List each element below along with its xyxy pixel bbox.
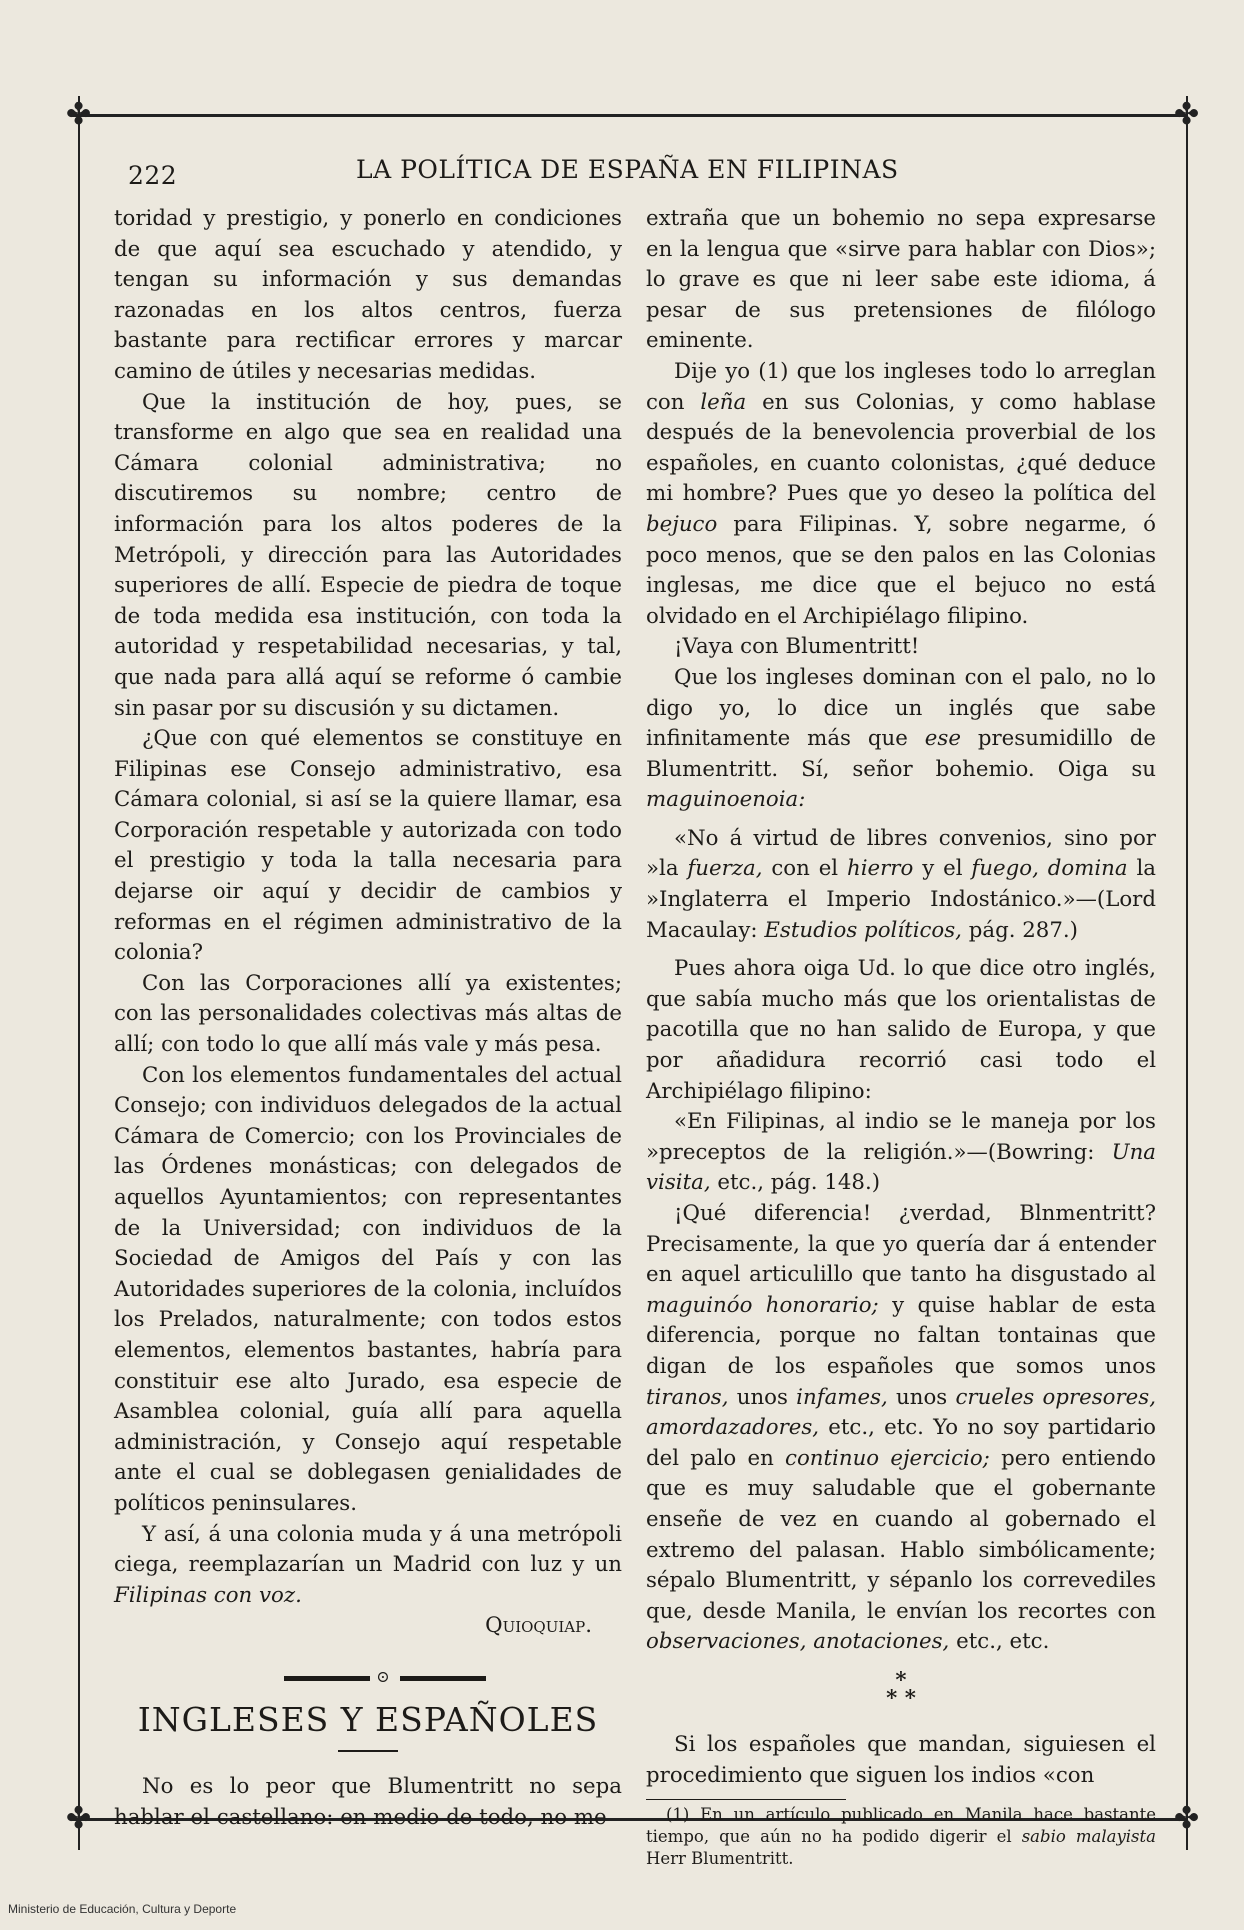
corner-ornament-icon: ✤: [66, 97, 92, 132]
italic-run: leña: [700, 389, 747, 415]
text-run: pág. 287.): [968, 917, 1078, 943]
text-run: Que los ingleses dominan con el palo, no lo digo yo, lo dice un inglés que sabe infinitamente más que: [646, 664, 1156, 752]
italic-run: Filipinas con voz.: [114, 1582, 302, 1608]
paragraph: extraña que un bohemio no sepa expresarse en la lengua que «sirve para hablar con Dios»; lo grave es que ni leer sabe este idioma, á pesar de sus pretensiones de filólogo eminente.: [646, 206, 1156, 354]
section-divider: [114, 1666, 622, 1688]
italic-run: Una visita,: [646, 1139, 1157, 1196]
divider-bar: [284, 1676, 370, 1681]
page-number: 222: [128, 161, 178, 190]
italic-run: fuego,: [971, 856, 1039, 882]
paragraph: [114, 1520, 622, 1612]
corner-ornament-icon: ✤: [66, 1801, 92, 1836]
top-border: [72, 114, 1188, 117]
paragraph: ¿Que con qué elementos se constituye en Filipinas ese Consejo administrativo, esa Cámara colonial, si así se la quiere llamar, esa Corporación respetable y autorizada con todo el prestigio y toda la talla necesaria para dejarse oir aquí y decidir de cambios y reformas en el régimen administrativo de la colonia?: [114, 726, 622, 966]
italic-run: observaciones, anotaciones,: [646, 1629, 950, 1655]
running-title: LA POLÍTICA DE ESPAÑA EN FILIPINAS: [356, 155, 899, 184]
italic-run: fuerza,: [687, 856, 763, 882]
text-run: y quise hablar de esta diferencia, porque no faltan tontainas que digan de los españoles que somos unos: [646, 1292, 1156, 1379]
italic-run: maguinoenoia:: [646, 787, 806, 813]
italic-run: hierro: [847, 856, 914, 882]
paragraph: No es lo peor que Blumentritt no sepa hablar el castellano: en medio de todo, no me: [114, 1773, 622, 1830]
block-quote: [646, 1107, 1156, 1199]
italic-run: bejuco: [646, 511, 718, 537]
text-run: «En Filipinas, al indio se le maneja por los »preceptos de la religión.»—(Bowring:: [646, 1109, 1156, 1165]
right-border: [1186, 96, 1188, 1850]
divider-circle-icon: ⊙: [376, 1666, 390, 1686]
title-rule: [338, 1750, 398, 1752]
block-quote: [646, 824, 1156, 946]
text-run: y el: [922, 856, 963, 882]
paragraph: Que la institución de hoy, pues, se transforme en algo que sea en realidad una Cámara colonial administrativa; no discutiremos su nombre; centro de información para los altos poderes de la Metrópoli, y dirección para las Autoridades superiores de allí. Especie de piedra de toque de toda medida esa institución, con toda la autoridad y respetabilidad necesarias, y tal, que nada para allá aquí se reforme ó cambie sin pasar por su discusión y su dictamen.: [114, 389, 622, 721]
paragraph: [646, 1199, 1156, 1658]
paragraph: [646, 663, 1156, 816]
footnote: [646, 1804, 1156, 1870]
corner-ornament-icon: ✤: [1174, 1801, 1200, 1836]
text-run: en sus Colonias, y como hablase después de la benevolencia proverbial de los españoles, en cuanto colonistas, ¿qué deduce mi hombre? Pues que yo deseo la política del: [646, 389, 1156, 507]
italic-run: infames,: [796, 1384, 888, 1410]
text-run: etc., pág. 148.): [717, 1170, 881, 1196]
paragraph: Con los elementos fundamentales del actual Consejo; con individuos delegados de la actual Cámara de Comercio; con los Provinciales de las Órdenes monásticas; con delegados de aquellos Ayuntamientos; con representantes de la Universidad; con individuos de la Sociedad de Amigos del País y con las Autoridades superiores de la colonia, incluídos los Prelados, naturalmente; con todos estos elementos, elementos bastantes, habría para constituir ese alto Jurado, esa especie de Asamblea colonial, guía allí para aquella administración, y Consejo aquí respetable ante el cual se doblegasen genialidades de políticos peninsulares.: [114, 1062, 622, 1516]
text-run: «No á virtud de libres convenios, sino por »la: [646, 825, 1156, 882]
left-column: [114, 204, 622, 1833]
text-run: etc., etc. Yo no soy partidario del palo en: [646, 1415, 1156, 1471]
corner-ornament-icon: ✤: [1174, 97, 1200, 132]
section-title: INGLESES Y ESPAÑOLES: [137, 1699, 599, 1739]
italic-run: maguinóo honorario;: [646, 1292, 879, 1318]
text-run: la »Inglaterra el Imperio Indostánico.»—(Lord Macaulay:: [646, 856, 1156, 943]
italic-run: Estudios políticos,: [764, 917, 962, 943]
italic-run: continuo ejercicio;: [785, 1445, 990, 1471]
running-head: [124, 155, 1144, 195]
text-run: con el: [771, 856, 839, 882]
text-run: unos: [736, 1384, 788, 1410]
paragraph: ¡Vaya con Blumentritt!: [674, 634, 920, 660]
left-border: [78, 96, 80, 1850]
text-run: (1) En un artículo publicado en Manila hace bastante tiempo, que aún no ha podido digerir el: [646, 1805, 1156, 1847]
paragraph: Pues ahora oiga Ud. lo que dice otro inglés, que sabía mucho más que los orientalistas de pacotilla que no han salido de Europa, y que por añadidura recorrió casi todo el Archipiélago filipino:: [646, 956, 1156, 1104]
text-run: Y así, á una colonia muda y á una metrópoli ciega, reemplazarían un Madrid con luz y un: [114, 1521, 622, 1578]
text-run: pero entiendo que es muy saludable que el gobernante enseñe de vez en cuando al gobernado el extremo del palasan. Hablo simbólicamente; sépalo Blumentritt, y sépanlo los correvediles que, desde Manila, le envían los recortes con: [646, 1445, 1156, 1624]
divider-bar: [400, 1676, 486, 1681]
italic-run: sabio malayista: [1021, 1827, 1156, 1847]
text-run: etc., etc.: [956, 1629, 1050, 1655]
text-run: para Filipinas. Y, sobre negarme, ó poco menos, que se den palos en las Colonias inglesas, me dice que el bejuco no está olvidado en el Archipiélago filipino.: [646, 511, 1156, 629]
right-column: [646, 204, 1156, 1870]
text-run: Dije yo (1) que los ingleses todo lo arreglan con: [646, 358, 1156, 415]
text-run: ¡Qué diferencia! ¿verdad, Blnmentritt? Precisamente, la que yo quería dar á entender en aquel articulillo que tanto ha disgustado al: [646, 1201, 1156, 1288]
author-signature: Quioquiap.: [485, 1613, 592, 1639]
paragraph: Con las Corporaciones allí ya existentes; con las personalidades colectivas más altas de allí; con todo lo que allí más vale y más pesa.: [114, 970, 622, 1058]
paragraph: [646, 357, 1156, 632]
section-break-stars: * * *: [886, 1667, 916, 1711]
paragraph: toridad y prestigio, y ponerlo en condiciones de que aquí sea escuchado y atendido, y tengan su información y sus demandas razonadas en los altos centros, fuerza bastante para rectificar errores y marcar camino de útiles y necesarias medidas.: [114, 206, 622, 384]
text-run: Herr Blumentritt.: [646, 1849, 794, 1869]
italic-run: ese: [924, 726, 961, 752]
paragraph: Si los españoles que mandan, siguiesen el procedimiento que siguen los indios «con: [646, 1731, 1156, 1788]
italic-run: tiranos,: [646, 1384, 729, 1410]
italic-run: domina: [1047, 856, 1128, 882]
text-run: unos: [896, 1384, 948, 1410]
text-run: presumidillo de Blumentritt. Sí, señor bohemio. Oiga su: [646, 726, 1156, 782]
italic-run: crueles opresores, amordazadores,: [646, 1384, 1156, 1441]
digitization-credit: Ministerio de Educación, Cultura y Deporte: [8, 1902, 237, 1916]
footnote-rule: [646, 1799, 846, 1800]
